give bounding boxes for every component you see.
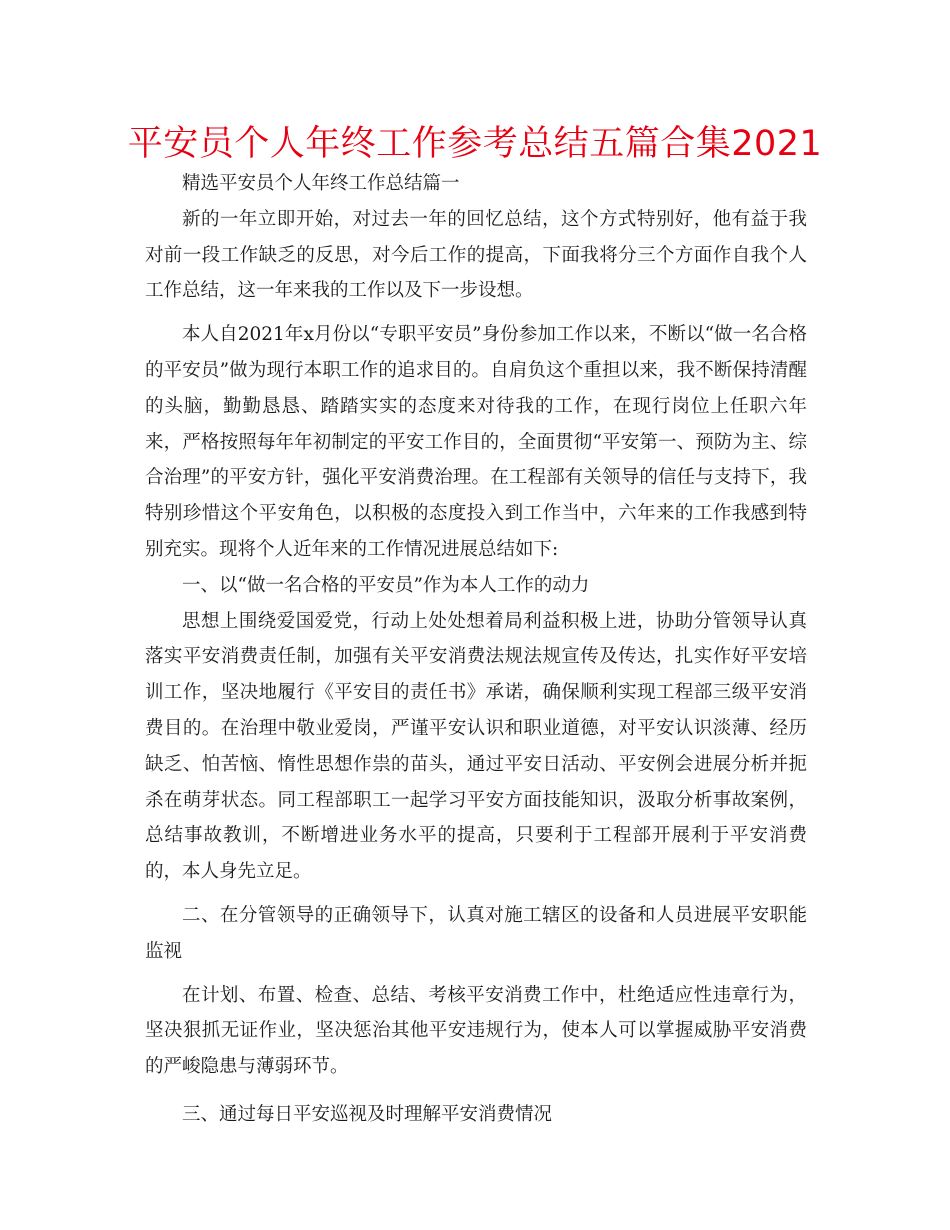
paragraph-background: 本人自2021年x月份以“专职平安员”身份参加工作以来，不断以“做一名合格的平安员”做为现行本职工作的追求目的。自肩负这个重担以来，我不断保持清醒的头脑，勤勤恳恳、踏踏实实的态度来对待我的工作，在现行岗位上任职六年来，严格按照每年年初制定的平安工作目的，全面贯彻“平安第一、预防为主、综合治理”的平安方针，强化平安消费治理。在工程部有关领导的信任与支持下，我特别珍惜这个平安角色，以积极的态度投入到工作当中，六年来的工作我感到特别充实。现将个人近年来的工作情况进展总结如下: bbox=[145, 324, 807, 560]
subheading-2: 二、在分管领导的正确领导下，认真对施工辖区的设备和人员进展平安职能监视 bbox=[145, 904, 807, 962]
document-title: 平安员个人年终工作参考总结五篇合集2021 bbox=[127, 124, 823, 164]
section-heading-1: 精选平安员个人年终工作总结篇一 bbox=[182, 173, 460, 194]
subheading-3: 三、通过每日平安巡视及时理解平安消费情况 bbox=[182, 1103, 553, 1125]
paragraph-intro: 新的一年立即开始，对过去一年的回忆总结，这个方式特别好，他有益于我对前一段工作缺乏的反思，对今后工作的提高，下面我将分三个方面作自我个人工作总结，这一年来我的工作以及下一步设想。 bbox=[145, 208, 807, 302]
document-body bbox=[145, 166, 807, 1133]
subheading-1: 一、以“做一名合格的平安员”作为本人工作的动力 bbox=[182, 574, 590, 596]
paragraph-planning: 在计划、布置、检查、总结、考核平安消费工作中，杜绝适应性违章行为，坚决狠抓无证作业，坚决惩治其他平安违规行为，使本人可以掌握威胁平安消费的严峻隐患与薄弱环节。 bbox=[145, 984, 807, 1078]
paragraph-thinking: 思想上围绕爱国爱党，行动上处处想着局利益积极上进，协助分管领导认真落实平安消费责任制，加强有关平安消费法规法规宣传及传达，扎实作好平安培训工作，坚决地履行《平安目的责任书》承诺，确保顺利实现工程部三级平安消费目的。在治理中敬业爱岗，严谨平安认识和职业道德，对平安认识淡薄、经历缺乏、怕苦恼、惰性思想作祟的苗头，通过平安日活动、平安例会进展分析并扼杀在萌芽状态。同工程部职工一起学习平安方面技能知识，汲取分析事故案例，总结事故教训，不断增进业务水平的提高，只要利于工程部开展利于平安消费的，本人身先立足。 bbox=[145, 610, 807, 883]
